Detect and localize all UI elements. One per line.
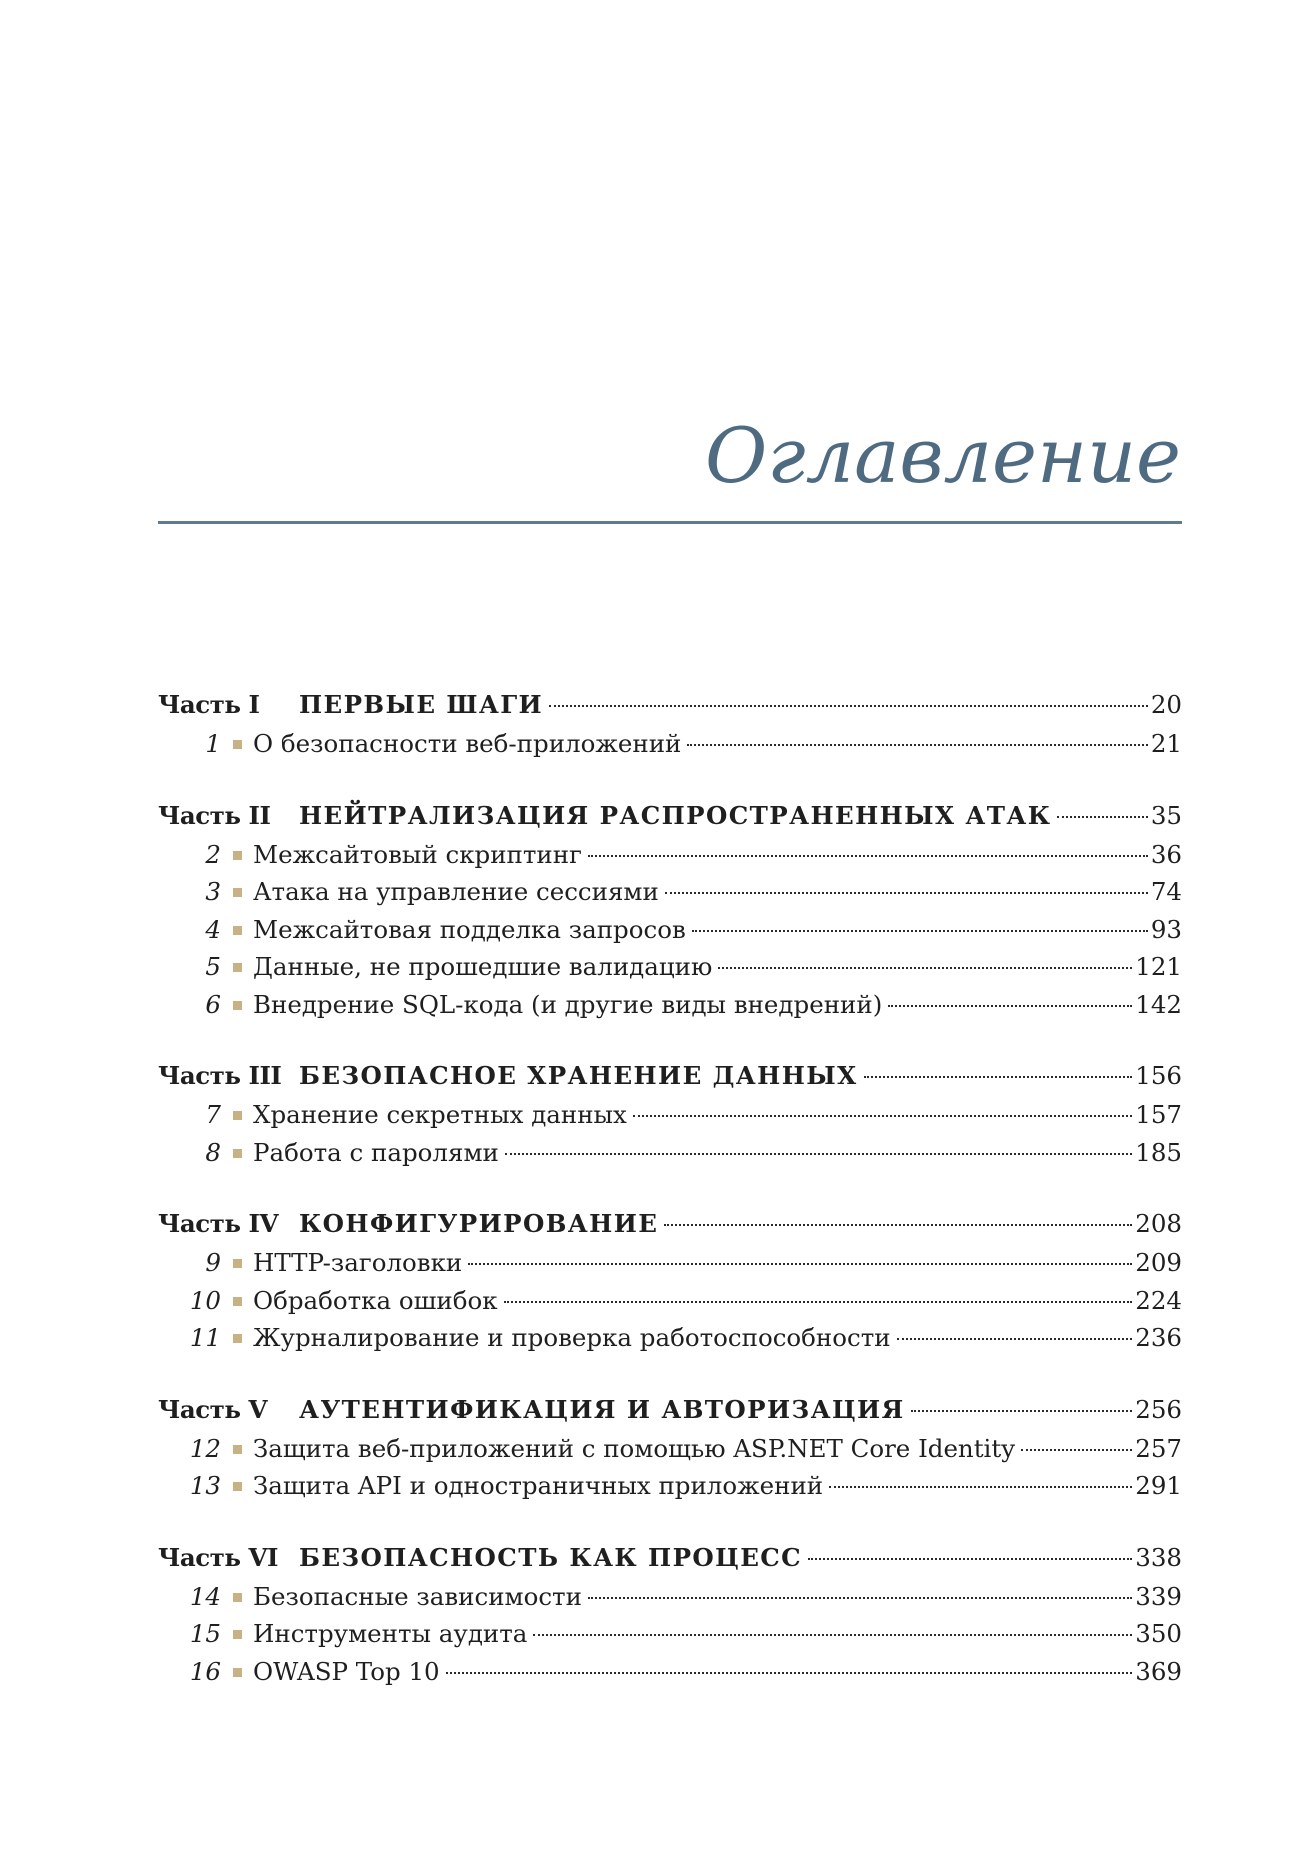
- chapter-number: 3: [205, 877, 221, 906]
- chapter-title: Внедрение SQL-кода (и другие виды внедрений): [253, 989, 883, 1019]
- dot-leader: [829, 1486, 1132, 1488]
- dot-leader: [588, 855, 1148, 857]
- dot-leader: [687, 744, 1147, 746]
- dot-leader: [911, 1410, 1133, 1412]
- table-of-contents: [158, 684, 1182, 1722]
- bullet-square-icon: [233, 963, 242, 972]
- page-number: 369: [1135, 1656, 1182, 1686]
- toc-part-2: [158, 795, 1182, 1024]
- part-entry[interactable]: [158, 1203, 1182, 1244]
- dot-leader: [533, 1634, 1132, 1636]
- chapter-number: 13: [189, 1471, 221, 1500]
- chapter-entry[interactable]: [158, 1615, 1182, 1653]
- page-number: 157: [1135, 1100, 1182, 1129]
- part-label: Часть VI: [158, 1542, 278, 1572]
- page-number: 121: [1135, 952, 1182, 981]
- page-number: 185: [1135, 1137, 1182, 1167]
- page-number: 224: [1135, 1285, 1182, 1315]
- chapter-title: Атака на управление сессиями: [253, 877, 659, 906]
- bullet-square-icon: [233, 1482, 242, 1491]
- page-number: 256: [1135, 1394, 1182, 1424]
- chapter-number: 12: [189, 1433, 221, 1463]
- part-title: БЕЗОПАСНОЕ ХРАНЕНИЕ ДАННЫХ: [299, 1061, 858, 1090]
- page-number: 74: [1150, 877, 1182, 906]
- bullet-square-icon: [233, 1259, 242, 1268]
- part-entry[interactable]: [158, 1055, 1182, 1096]
- page-number: 236: [1135, 1323, 1182, 1352]
- chapter-number: 2: [205, 839, 221, 869]
- page-number: 35: [1150, 800, 1182, 830]
- chapter-title: Защита API и одностраничных приложений: [253, 1471, 824, 1500]
- page-number: 156: [1135, 1061, 1182, 1090]
- part-label: Часть II: [158, 800, 271, 830]
- part-label: Часть III: [158, 1061, 282, 1090]
- chapter-entry[interactable]: [158, 1430, 1182, 1468]
- part-entry[interactable]: [158, 1537, 1182, 1578]
- dot-leader: [588, 1597, 1132, 1599]
- bullet-square-icon: [233, 1593, 242, 1602]
- chapter-number: 10: [189, 1285, 221, 1315]
- dot-leader: [808, 1558, 1132, 1560]
- chapter-entry[interactable]: [158, 948, 1182, 986]
- chapter-number: 11: [189, 1323, 221, 1352]
- dot-leader: [549, 705, 1148, 707]
- dot-leader: [718, 967, 1132, 969]
- chapter-entry[interactable]: [158, 1244, 1182, 1282]
- chapter-entry[interactable]: [158, 1096, 1182, 1134]
- chapter-entry[interactable]: [158, 1653, 1182, 1691]
- dot-leader: [665, 892, 1148, 894]
- part-title: КОНФИГУРИРОВАНИЕ: [299, 1209, 659, 1238]
- part-title: НЕЙТРАЛИЗАЦИЯ РАСПРОСТРАНЕННЫХ АТАК: [299, 800, 1052, 830]
- toc-part-3: [158, 1055, 1182, 1171]
- dot-leader: [897, 1338, 1133, 1340]
- part-label: Часть I: [158, 690, 260, 719]
- page-number: 338: [1135, 1542, 1182, 1572]
- bullet-square-icon: [233, 851, 242, 860]
- page-number: 209: [1135, 1248, 1182, 1277]
- chapter-title: Работа с паролями: [253, 1137, 499, 1167]
- chapter-number: 7: [205, 1100, 221, 1129]
- dot-leader: [505, 1153, 1132, 1155]
- chapter-title: Журналирование и проверка работоспособности: [253, 1323, 891, 1352]
- page-title: Оглавление: [704, 411, 1181, 500]
- chapter-number: 16: [189, 1656, 221, 1686]
- page-number: 36: [1150, 839, 1182, 869]
- chapter-entry[interactable]: [158, 1134, 1182, 1172]
- bullet-square-icon: [233, 1001, 242, 1010]
- bullet-square-icon: [233, 1334, 242, 1343]
- chapter-entry[interactable]: [158, 725, 1182, 763]
- page-number: 257: [1135, 1433, 1182, 1463]
- bullet-square-icon: [233, 888, 242, 897]
- bullet-square-icon: [233, 740, 242, 749]
- chapter-entry[interactable]: [158, 1467, 1182, 1505]
- part-entry[interactable]: [158, 1389, 1182, 1430]
- part-title: ПЕРВЫЕ ШАГИ: [299, 690, 544, 719]
- bullet-square-icon: [233, 1668, 242, 1677]
- toc-part-6: [158, 1537, 1182, 1691]
- chapter-number: 5: [205, 952, 221, 981]
- chapter-title: Безопасные зависимости: [253, 1581, 582, 1611]
- dot-leader: [664, 1224, 1132, 1226]
- chapter-entry[interactable]: [158, 1319, 1182, 1357]
- dot-leader: [1057, 816, 1147, 818]
- chapter-title: OWASP Top 10: [253, 1656, 440, 1686]
- chapter-number: 14: [189, 1581, 221, 1611]
- chapter-number: 15: [189, 1619, 221, 1648]
- chapter-entry[interactable]: [158, 873, 1182, 911]
- chapter-number: 4: [205, 914, 221, 944]
- page-number: 291: [1135, 1471, 1182, 1500]
- chapter-title: Хранение секретных данных: [253, 1100, 627, 1129]
- chapter-entry[interactable]: [158, 836, 1182, 874]
- chapter-entry[interactable]: [158, 986, 1182, 1024]
- dot-leader: [888, 1005, 1132, 1007]
- chapter-title: Межсайтовая подделка запросов: [253, 914, 686, 944]
- dot-leader: [504, 1301, 1133, 1303]
- chapter-title: Обработка ошибок: [253, 1285, 498, 1315]
- title-underline: [158, 521, 1182, 524]
- bullet-square-icon: [233, 926, 242, 935]
- part-label: Часть V: [158, 1394, 268, 1424]
- chapter-title: Инструменты аудита: [253, 1619, 528, 1648]
- dot-leader: [468, 1263, 1132, 1265]
- bullet-square-icon: [233, 1149, 242, 1158]
- dot-leader: [633, 1115, 1132, 1117]
- bullet-square-icon: [233, 1111, 242, 1120]
- chapter-title: Данные, не прошедшие валидацию: [253, 952, 713, 981]
- chapter-title: Защита веб-приложений с помощью ASP.NET Core Identity: [253, 1433, 1016, 1463]
- page-number: 142: [1135, 989, 1182, 1019]
- page-number: 21: [1150, 729, 1182, 758]
- chapter-number: 8: [205, 1137, 221, 1167]
- chapter-entry[interactable]: [158, 911, 1182, 949]
- dot-leader: [446, 1672, 1133, 1674]
- bullet-square-icon: [233, 1445, 242, 1454]
- chapter-number: 9: [205, 1248, 221, 1277]
- page-number: 93: [1150, 914, 1182, 944]
- chapter-number: 6: [205, 989, 221, 1019]
- part-label: Часть IV: [158, 1209, 278, 1238]
- dot-leader: [1021, 1449, 1132, 1451]
- chapter-title: О безопасности веб-приложений: [253, 729, 682, 758]
- dot-leader: [692, 930, 1148, 932]
- chapter-number: 1: [205, 729, 221, 758]
- part-entry[interactable]: [158, 795, 1182, 836]
- bullet-square-icon: [233, 1297, 242, 1306]
- page-number: 20: [1150, 690, 1182, 719]
- part-entry[interactable]: [158, 684, 1182, 725]
- dot-leader: [864, 1076, 1133, 1078]
- chapter-entry[interactable]: [158, 1282, 1182, 1320]
- part-title: БЕЗОПАСНОСТЬ КАК ПРОЦЕСС: [299, 1542, 803, 1572]
- toc-part-1: [158, 684, 1182, 763]
- chapter-title: HTTP-заголовки: [253, 1248, 463, 1277]
- toc-part-4: [158, 1203, 1182, 1357]
- part-title: АУТЕНТИФИКАЦИЯ И АВТОРИЗАЦИЯ: [299, 1394, 905, 1424]
- page-number: 208: [1135, 1209, 1182, 1238]
- page-number: 339: [1135, 1581, 1182, 1611]
- chapter-entry[interactable]: [158, 1578, 1182, 1616]
- chapter-title: Межсайтовый скриптинг: [253, 839, 582, 869]
- toc-part-5: [158, 1389, 1182, 1505]
- page-number: 350: [1135, 1619, 1182, 1648]
- bullet-square-icon: [233, 1630, 242, 1639]
